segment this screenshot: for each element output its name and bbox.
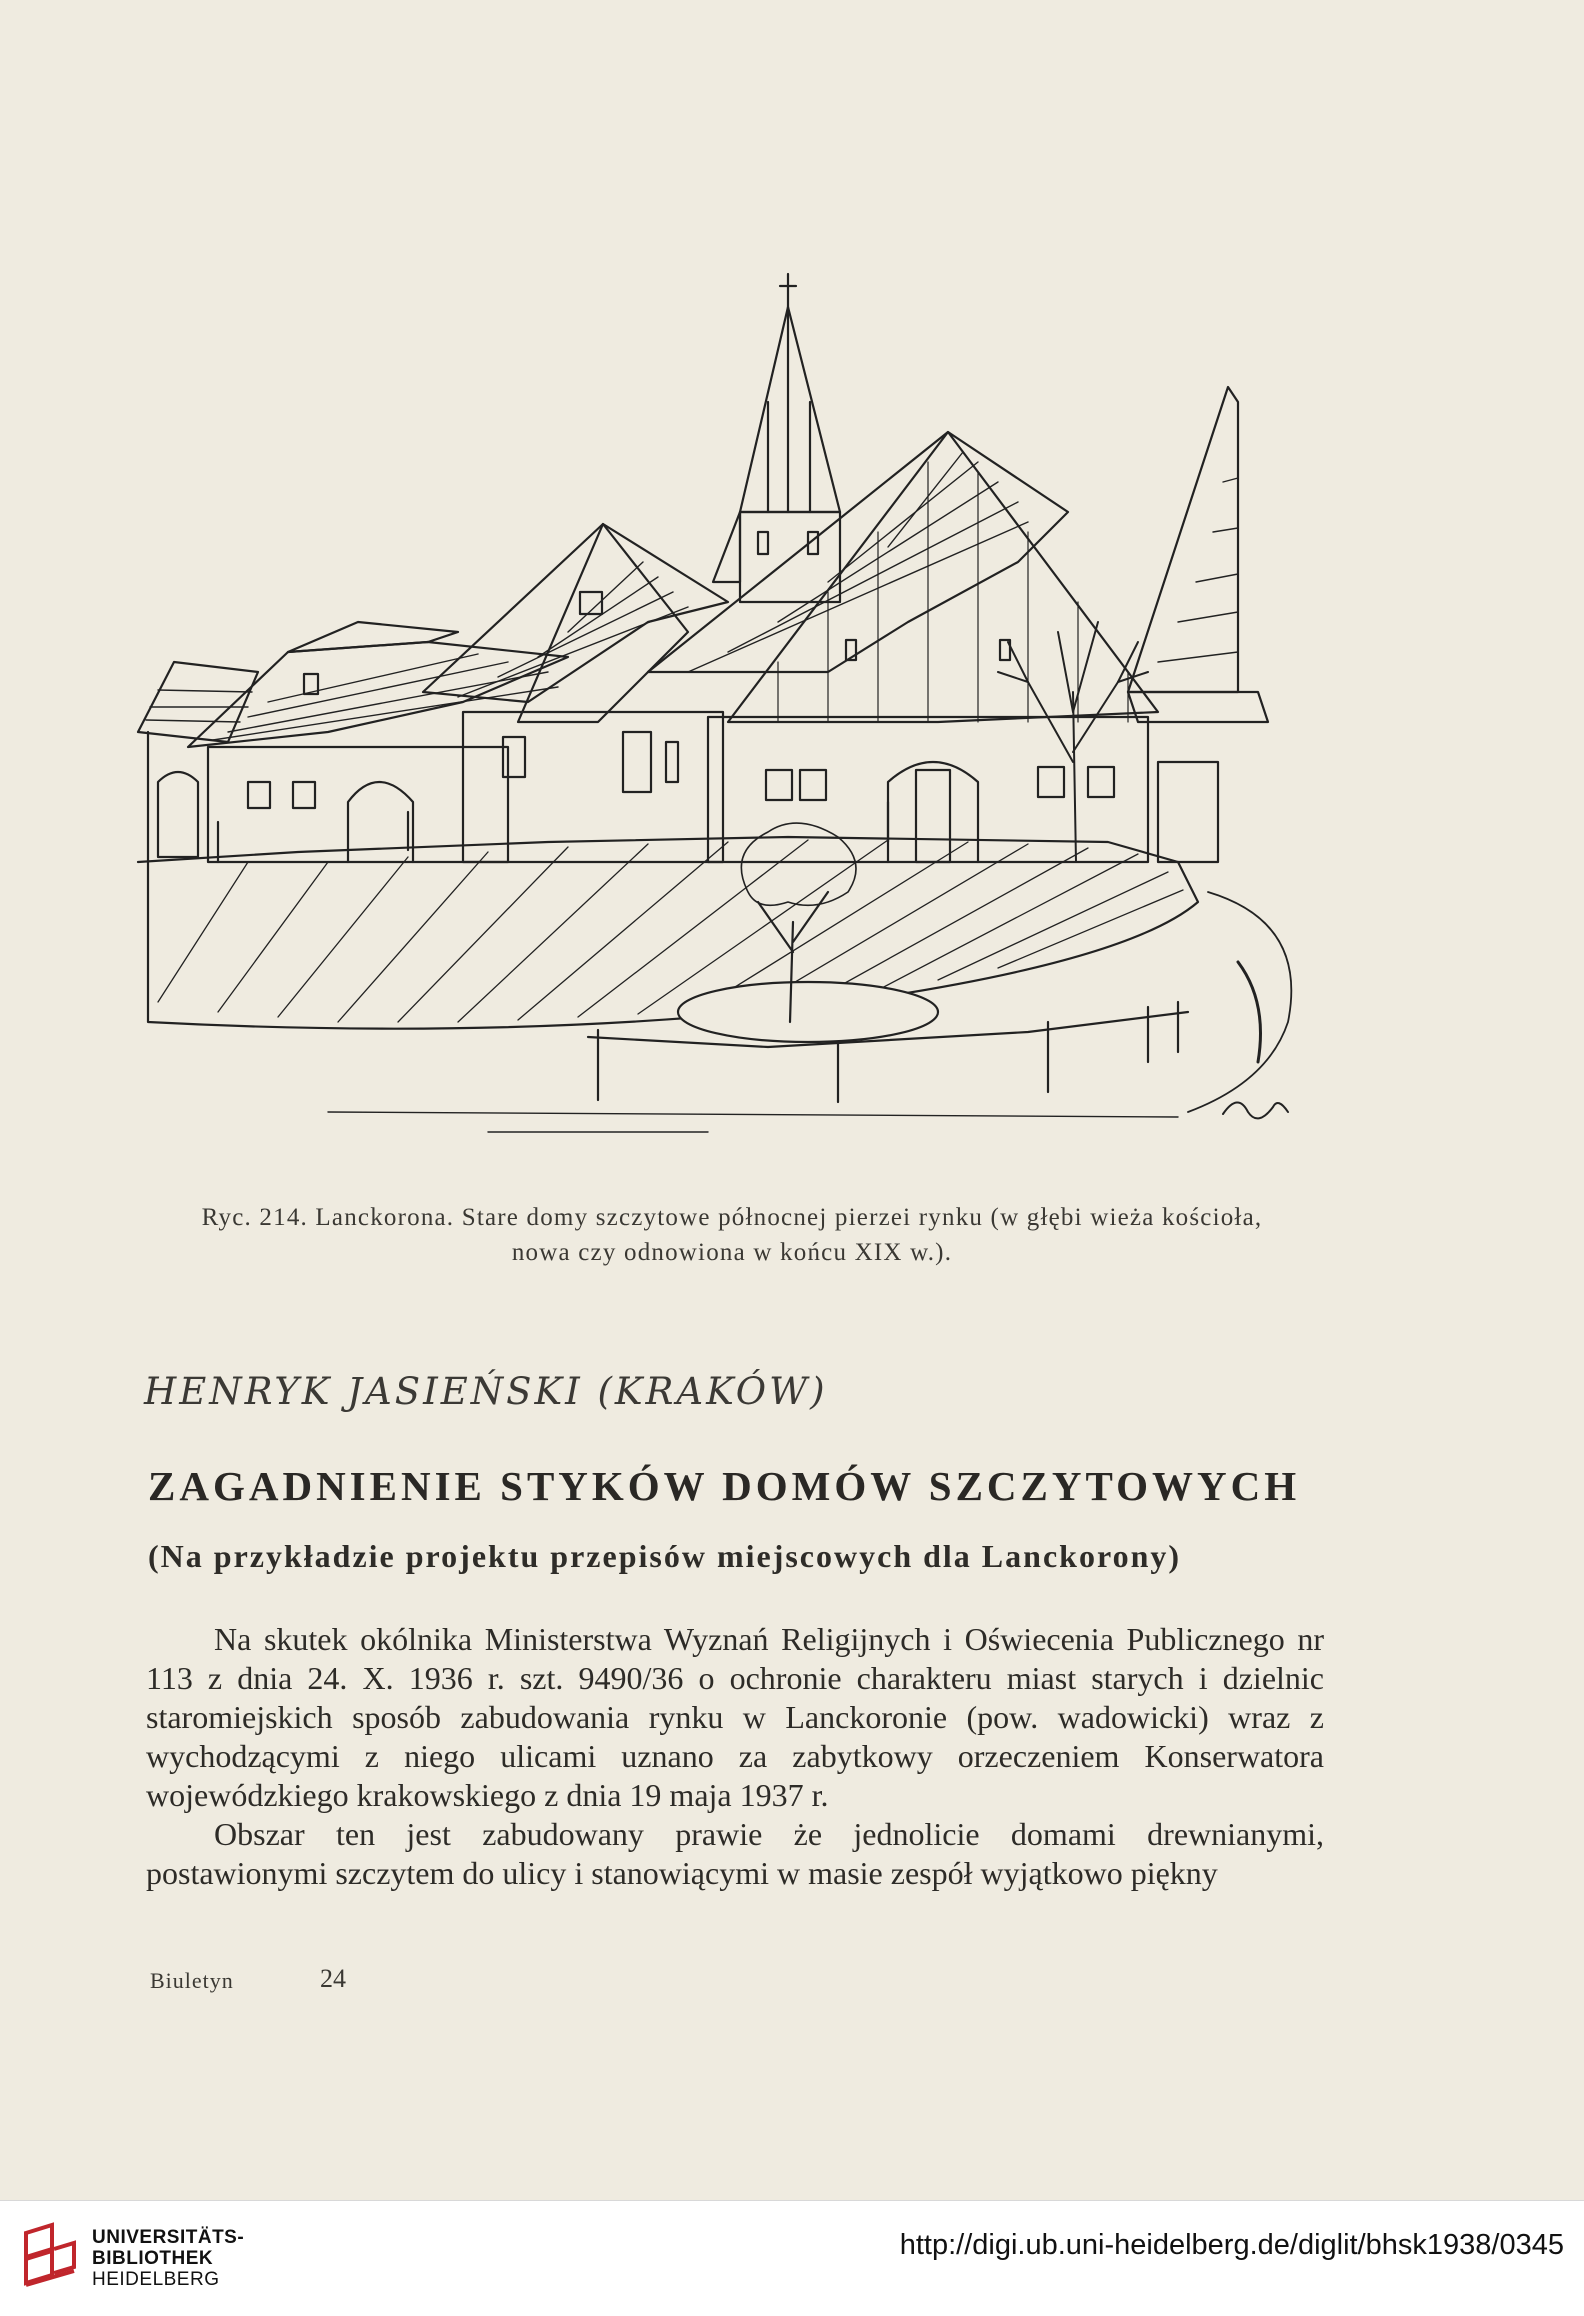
article-body xyxy=(146,1620,1324,1893)
caption-line-1: Ryc. 214. Lanckorona. Stare domy szczytowe północnej pierzei rynku (w głębi wieża kościoła, xyxy=(201,1204,1263,1231)
caption-line-2: nowa czy odnowiona w końcu XIX w.). xyxy=(511,1239,953,1266)
library-name-line-1: UNIVERSITÄTS- xyxy=(92,2227,245,2248)
library-bar xyxy=(0,2200,1584,2316)
paragraph-2: Obszar ten jest zabudowany prawie że jednolicie domami drewnianymi, postawionymi szczytem do ulicy i stanowiącymi w masie zespół wyjątkowo piękny xyxy=(146,1816,1324,1891)
permalink-url[interactable]: http://digi.ub.uni-heidelberg.de/diglit/bhsk1938/0345 xyxy=(899,2229,1564,2261)
ub-heidelberg-logo-icon[interactable] xyxy=(20,2219,80,2299)
article-subtitle: (Na przykładzie projektu przepisów miejscowych dla Lanckorony) xyxy=(148,1538,1182,1574)
journal-name: Biuletyn xyxy=(150,1968,234,1993)
library-name[interactable] xyxy=(92,2227,244,2290)
article-title: ZAGADNIENIE STYKÓW DOMÓW SZCZYTOWYCH xyxy=(148,1463,1301,1509)
library-name-line-3: HEIDELBERG xyxy=(92,2269,220,2290)
figure-caption xyxy=(142,1200,1322,1270)
lanckorona-market-sketch xyxy=(128,262,1346,1162)
paragraph-1: Na skutek okólnika Ministerstwa Wyznań Religijnych i Oświecenia Publicznego nr 113 z dnia 24. X. 1936 r. szt. 9490/36 o ochronie charakteru miast starych i dzielnic staromiejskich sposób zabudowania rynku w Lanckoronie (pow. wadowicki) wraz z wychodzącymi z niego ulicami uznano za zabytkowy orzeczeniem Konserwatora wojewódzkiego krakowskiego z dnia 19 maja 1937 r. xyxy=(146,1621,1324,1813)
library-name-line-2: BIBLIOTHEK xyxy=(92,2248,214,2269)
article-author: HENRYK JASIEŃSKI (KRAKÓW) xyxy=(144,1370,828,1413)
page-footer xyxy=(150,1964,450,1998)
page-number: 24 xyxy=(320,1964,346,1993)
